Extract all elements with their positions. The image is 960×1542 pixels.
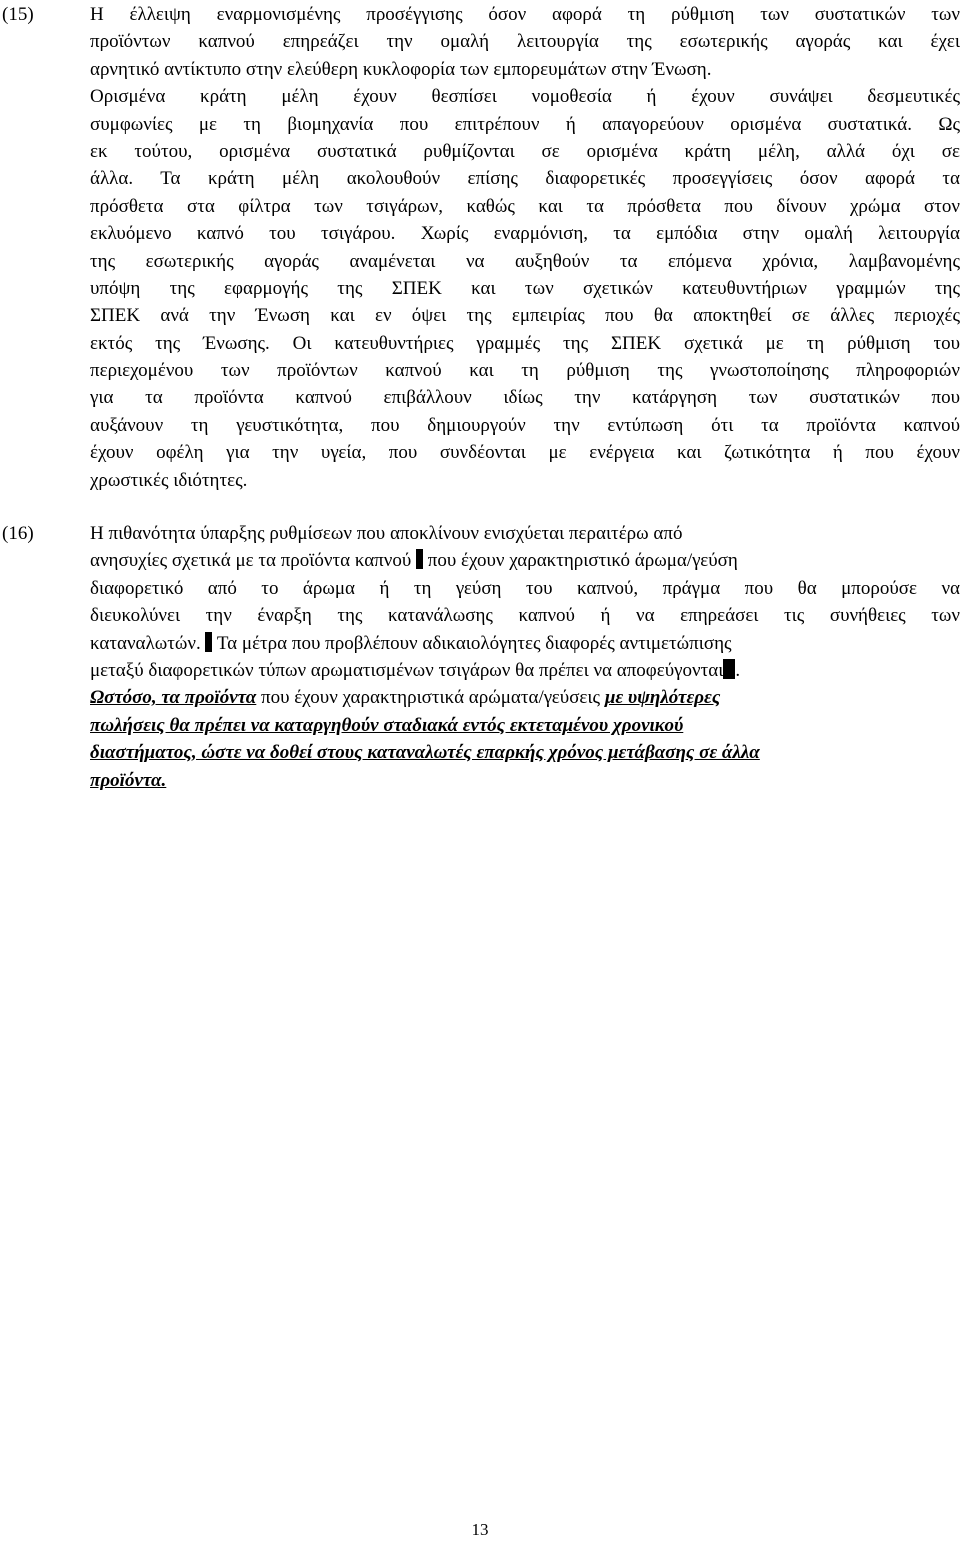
text-line: εκλυόμενο καπνό του τσιγάρου. Χωρίς εναρμόνιση, τα εμπόδια στην ομαλή λειτουργία xyxy=(90,223,960,245)
text-span: που έχουν χαρακτηριστικά αρώματα/γεύσεις xyxy=(261,687,601,709)
amended-text: με υψηλότερες xyxy=(604,687,721,709)
text-line: άλλα. Τα κράτη μέλη ακολουθούν επίσης διαφορετικές προσεγγίσεις όσον αφορά τα xyxy=(90,168,960,190)
text-line: αυξάνουν τη γευστικότητα, που δημιουργούν την εντύπωση ότι τα προϊόντα καπνού xyxy=(90,414,960,436)
text-line: ΣΠΕΚ ανά την Ένωση και εν όψει της εμπειρίας που θα αποκτηθεί σε άλλες περιοχές xyxy=(90,305,960,327)
paragraph-text xyxy=(90,1,960,494)
paragraph-number: (16) xyxy=(2,523,34,544)
text-line xyxy=(90,547,960,574)
text-span: μεταξύ διαφορετικών τύπων αρωματισμένων τσιγάρων θα πρέπει να αποφεύγονται xyxy=(90,659,724,681)
text-line: Ορισμένα κράτη μέλη έχουν θεσπίσει νομοθεσία ή έχουν συνάψει δεσμευτικές xyxy=(90,86,960,108)
amended-text: Ωστόσο, τα προϊόντα xyxy=(90,687,257,709)
page-number: 13 xyxy=(471,1520,489,1539)
text-line: της εσωτερικής αγοράς αναμένεται να αυξηθούν τα επόμενα χρόνια, λαμβανομένης xyxy=(90,250,960,272)
text-line: έχουν οφέλη για την υγεία, που συνδέονται με ενέργεια και ζωτικότητα ή που έχουν xyxy=(90,442,960,464)
text-line: Η πιθανότητα ύπαρξης ρυθμίσεων που αποκλίνουν ενισχύεται περαιτέρω από xyxy=(90,523,683,544)
text-span: που έχουν χαρακτηριστικό άρωμα/γεύση xyxy=(427,550,738,572)
text-span: . xyxy=(735,659,741,681)
text-line: χρωστικές ιδιότητες. xyxy=(90,469,248,491)
text-line xyxy=(90,630,960,657)
text-line: υπόψη της εφαρμογής της ΣΠΕΚ και των σχετικών κατευθυντήριων γραμμών της xyxy=(90,277,960,299)
text-line: εκ τούτου, ορισμένα συστατικά ρυθμίζονται σε ορισμένα κράτη μέλη, αλλά όχι σε xyxy=(90,140,960,162)
amended-text: προϊόντα. xyxy=(90,769,167,791)
text-line: πρόσθετα στα φίλτρα των τσιγάρων, καθώς και τα πρόσθετα που δίνουν χρώμα στον xyxy=(90,195,960,217)
text-line: αρνητικό αντίκτυπο στην ελεύθερη κυκλοφορία των εμπορευμάτων στην Ένωση. xyxy=(90,58,712,80)
text-line: προϊόντων καπνού επηρεάζει την ομαλή λειτουργία της εσωτερικής αγοράς και έχει xyxy=(90,31,960,53)
text-span: καταναλωτών. xyxy=(90,632,201,654)
text-line: διαφορετικό από το άρωμα ή τη γεύση του καπνού, πράγμα που θα μπορούσε να xyxy=(90,577,960,599)
text-line: συμφωνίες με τη βιομηχανία που επιτρέπουν ή απαγορεύουν ορισμένα συστατικά. Ως xyxy=(90,113,960,135)
paragraph-text xyxy=(90,520,960,794)
text-line: διευκολύνει την έναρξη της κατανάλωσης καπνού ή να επηρεάσει τις συνήθειες των xyxy=(90,605,960,627)
text-line: περιεχομένου των προϊόντων καπνού και τη ρύθμιση της γνωστοποίησης πληροφοριών xyxy=(90,360,960,382)
text-line xyxy=(90,739,960,766)
text-line xyxy=(90,684,960,711)
amended-text: πωλήσεις θα πρέπει να καταργηθούν σταδιακά εντός εκτεταμένου χρονικού xyxy=(90,714,684,736)
text-line xyxy=(90,657,960,684)
text-line: για τα προϊόντα καπνού επιβάλλουν ιδίως την κατάργηση των συστατικών που xyxy=(90,387,960,409)
text-line xyxy=(90,767,960,794)
redaction-mark xyxy=(205,632,212,652)
text-line xyxy=(90,712,960,739)
text-span: ανησυχίες σχετικά με τα προϊόντα καπνού xyxy=(90,550,412,572)
redaction-mark xyxy=(723,659,735,679)
text-line: Η έλλειψη εναρμονισμένης προσέγγισης όσον αφορά τη ρύθμιση των συστατικών των xyxy=(90,4,960,25)
redaction-mark xyxy=(416,549,423,569)
paragraph-number: (15) xyxy=(2,4,34,25)
text-span: Τα μέτρα που προβλέπουν αδικαιολόγητες διαφορές αντιμετώπισης xyxy=(216,632,732,654)
amended-text: διαστήματος, ώστε να δοθεί στους καταναλωτές επαρκής χρόνος μετάβασης σε άλλα xyxy=(90,742,760,764)
text-line: εκτός της Ένωσης. Οι κατευθυντήριες γραμμές της ΣΠΕΚ σχετικά με τη ρύθμιση του xyxy=(90,332,960,354)
